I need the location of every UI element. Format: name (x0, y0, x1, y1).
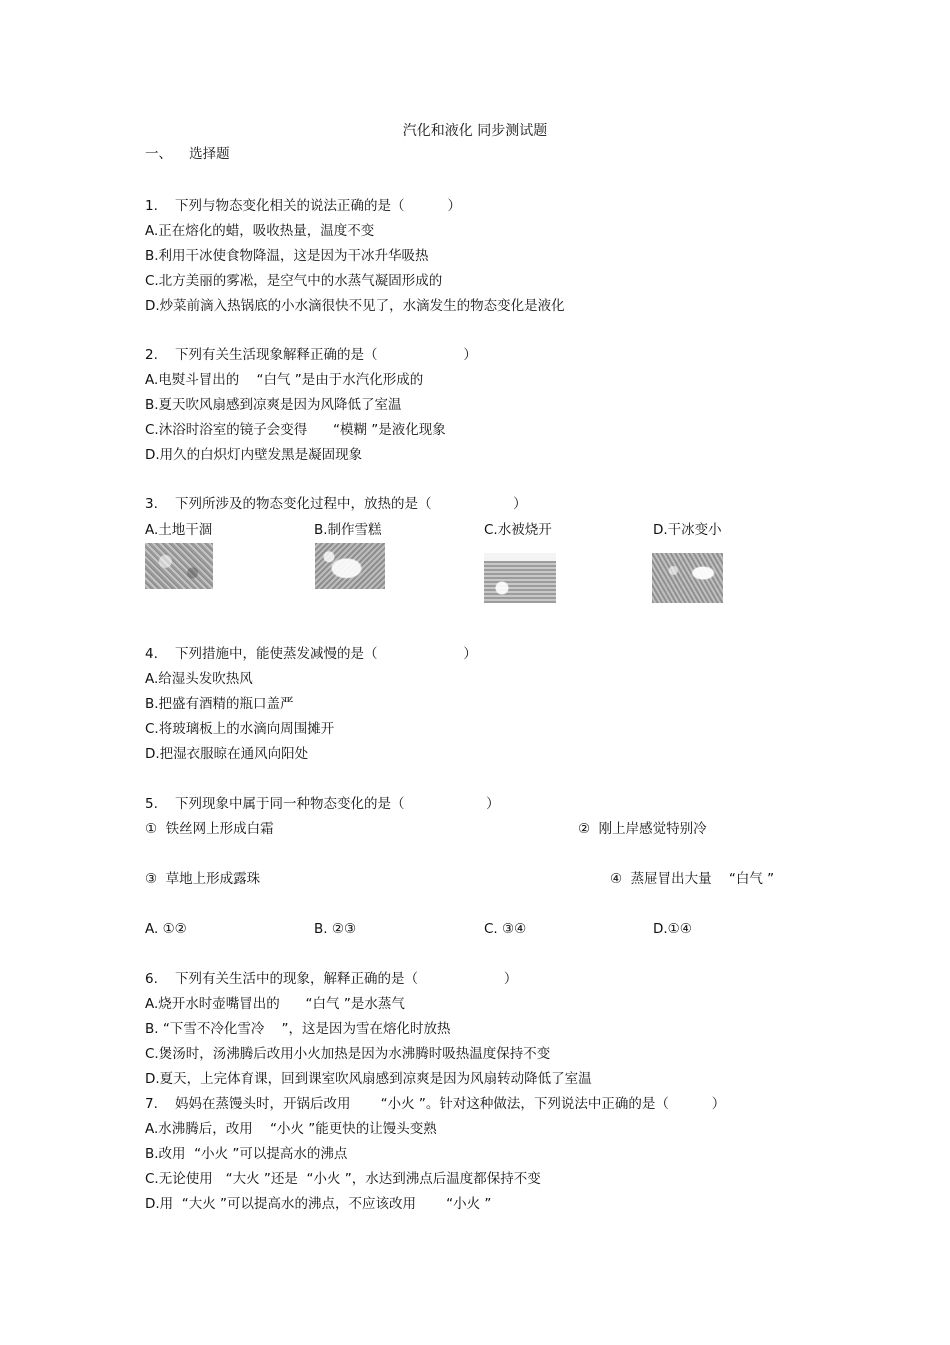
question-2-option-a: A.电熨斗冒出的 “白气 ”是由于水汽化形成的 (145, 372, 424, 388)
question-4-option-a: A.给湿头发吹热风 (145, 671, 253, 687)
question-2-option-d: D.用久的白炽灯内壁发黑是凝固现象 (145, 447, 363, 463)
document-title: 汽化和液化 同步测试题 (402, 123, 548, 139)
dry-land-image (145, 543, 213, 589)
question-5-item-1: ① 铁丝网上形成白霜 (145, 821, 274, 837)
question-3-option-d: D.干冰变小 (653, 522, 722, 538)
question-2-option-b: B.夏天吹风扇感到凉爽是因为风降低了室温 (145, 397, 402, 413)
question-5-item-3: ③ 草地上形成露珠 (145, 871, 261, 887)
question-6-option-a: A.烧开水时壶嘴冒出的 “白气 ”是水蒸气 (145, 996, 405, 1012)
question-4-option-d: D.把湿衣服晾在通风向阳处 (145, 746, 309, 762)
question-7-option-a: A.水沸腾后，改用 “小火 ”能更快的让馒头变熟 (145, 1121, 437, 1137)
question-3-option-b: B.制作雪糕 (314, 522, 382, 538)
ice-cream-image (315, 543, 385, 589)
section-heading: 一、 选择题 (145, 146, 230, 162)
question-1-option-c: C.北方美丽的雾凇，是空气中的水蒸气凝固形成的 (145, 273, 443, 289)
question-5-item-4: ④ 蒸屉冒出大量 “白气 ” (610, 871, 775, 887)
boiling-water-image (484, 553, 556, 603)
question-1-option-b: B.利用干冰使食物降温，这是因为干冰升华吸热 (145, 248, 429, 264)
question-5-stem: 5. 下列现象中属于同一种物态变化的是（ ） (145, 796, 500, 812)
question-6-option-d: D.夏天，上完体育课，回到课室吹风扇感到凉爽是因为风扇转动降低了室温 (145, 1071, 592, 1087)
question-7-stem: 7. 妈妈在蒸馒头时，开锅后改用 “小火 ”。针对这种做法，下列说法中正确的是（ ） (145, 1096, 726, 1112)
question-5-item-2: ② 刚上岸感觉特别冷 (578, 821, 707, 837)
question-3-stem: 3. 下列所涉及的物态变化过程中，放热的是（ ） (145, 496, 527, 512)
question-6-option-b: B. “下雪不冷化雪冷 ”，这是因为雪在熔化时放热 (145, 1021, 451, 1037)
question-6-option-c: C.煲汤时，汤沸腾后改用小火加热是因为水沸腾时吸热温度保持不变 (145, 1046, 551, 1062)
question-5-option-c: C. ③④ (484, 921, 527, 937)
question-1-stem: 1. 下列与物态变化相关的说法正确的是（ ） (145, 198, 461, 214)
question-1-option-d: D.炒菜前滴入热锅底的小水滴很快不见了，水滴发生的物态变化是液化 (145, 298, 565, 314)
question-1-option-a: A.正在熔化的蜡，吸收热量，温度不变 (145, 223, 375, 239)
question-7-option-c: C.无论使用 “大火 ”还是 “小火 ”，水达到沸点后温度都保持不变 (145, 1171, 541, 1187)
question-5-option-d: D.①④ (653, 921, 692, 937)
question-4-option-b: B.把盛有酒精的瓶口盖严 (145, 696, 294, 712)
question-2-stem: 2. 下列有关生活现象解释正确的是（ ） (145, 347, 477, 363)
question-4-option-c: C.将玻璃板上的水滴向周围摊开 (145, 721, 335, 737)
question-3-option-c: C.水被烧开 (484, 522, 552, 538)
question-7-option-d: D.用 “大火 ”可以提高水的沸点，不应该改用 “小火 ” (145, 1196, 492, 1212)
question-5-option-a: A. ①② (145, 921, 187, 937)
question-2-option-c: C.沐浴时浴室的镜子会变得 “模糊 ”是液化现象 (145, 422, 446, 438)
question-4-stem: 4. 下列措施中，能使蒸发减慢的是（ ） (145, 646, 477, 662)
dry-ice-image (652, 553, 723, 603)
question-7-option-b: B.改用 “小火 ”可以提高水的沸点 (145, 1146, 348, 1162)
question-6-stem: 6. 下列有关生活中的现象，解释正确的是（ ） (145, 971, 518, 987)
question-3-option-a: A.土地干涸 (145, 522, 213, 538)
question-5-option-b: B. ②③ (314, 921, 357, 937)
